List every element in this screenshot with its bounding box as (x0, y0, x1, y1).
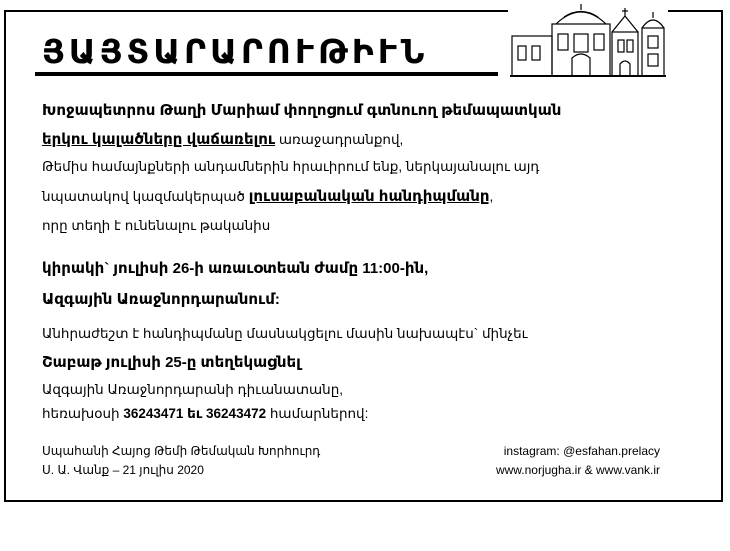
body-line-5: որը տեղի է ունենալու թականիս (42, 218, 271, 233)
meeting-phrase: լուսաբանական հանդիպմանը (248, 188, 490, 205)
body-line-4-plain: նպատակով կազմակերպած (42, 189, 249, 204)
property-sale-phrase: երկու կալածները վաճառելու (42, 131, 276, 148)
title-underline (35, 72, 498, 76)
footer-websites: www.norjugha.ir & www.vank.ir (495, 463, 660, 477)
announcement-frame (4, 10, 723, 502)
page-title: ՅԱՅՏԱՐԱՐՈՒԹԻՒՆ (42, 32, 429, 71)
body-line-3: Թեմիս համայնքների անդամներին հրաւիրում ենք, ներկայանալու այդ (42, 159, 540, 174)
phone-numbers: 36243471 եւ 36243472 (123, 406, 267, 421)
body-line-4-tail: , (489, 189, 494, 204)
meeting-date: կիրակի` յուլիսի 26-ի առաւօտեան ժամը 11:00-ին, (42, 260, 429, 277)
phone-suffix: համարներով: (266, 406, 369, 421)
body-line-2-rest: առաջադրանքով, (275, 132, 404, 147)
body-line-11 (42, 406, 368, 422)
body-line-10: Ազգային Առաջնորդարանի դիւանատանը, (42, 382, 344, 397)
rsvp-deadline: Շաբաթ յուլիսի 25-ը տեղեկացնել (42, 354, 301, 371)
phone-prefix: հեռախօսի (42, 406, 124, 421)
footer-date: Ս. Ա. Վանք – 21 յուլիս 2020 (42, 463, 204, 477)
body-line-8: Անհրաժեշտ է հանդիպմանը մասնակցելու մասին նախապէս` մինչեւ (42, 326, 528, 341)
meeting-place: Ազգային Առաջնորդարանում: (42, 291, 280, 308)
footer-instagram: instagram: @esfahan.prelacy (503, 444, 660, 458)
footer-organization: Սպահանի Հայոց Թեմի Թեմական Խորհուրդ (42, 444, 321, 458)
body-line-4 (42, 187, 493, 205)
church-illustration (508, 2, 668, 80)
body-line-1: Խոջապետրոս Թաղի Մարիամ փողոցում գտնուող թեմապատկան (42, 102, 562, 119)
body-line-2 (42, 130, 403, 148)
